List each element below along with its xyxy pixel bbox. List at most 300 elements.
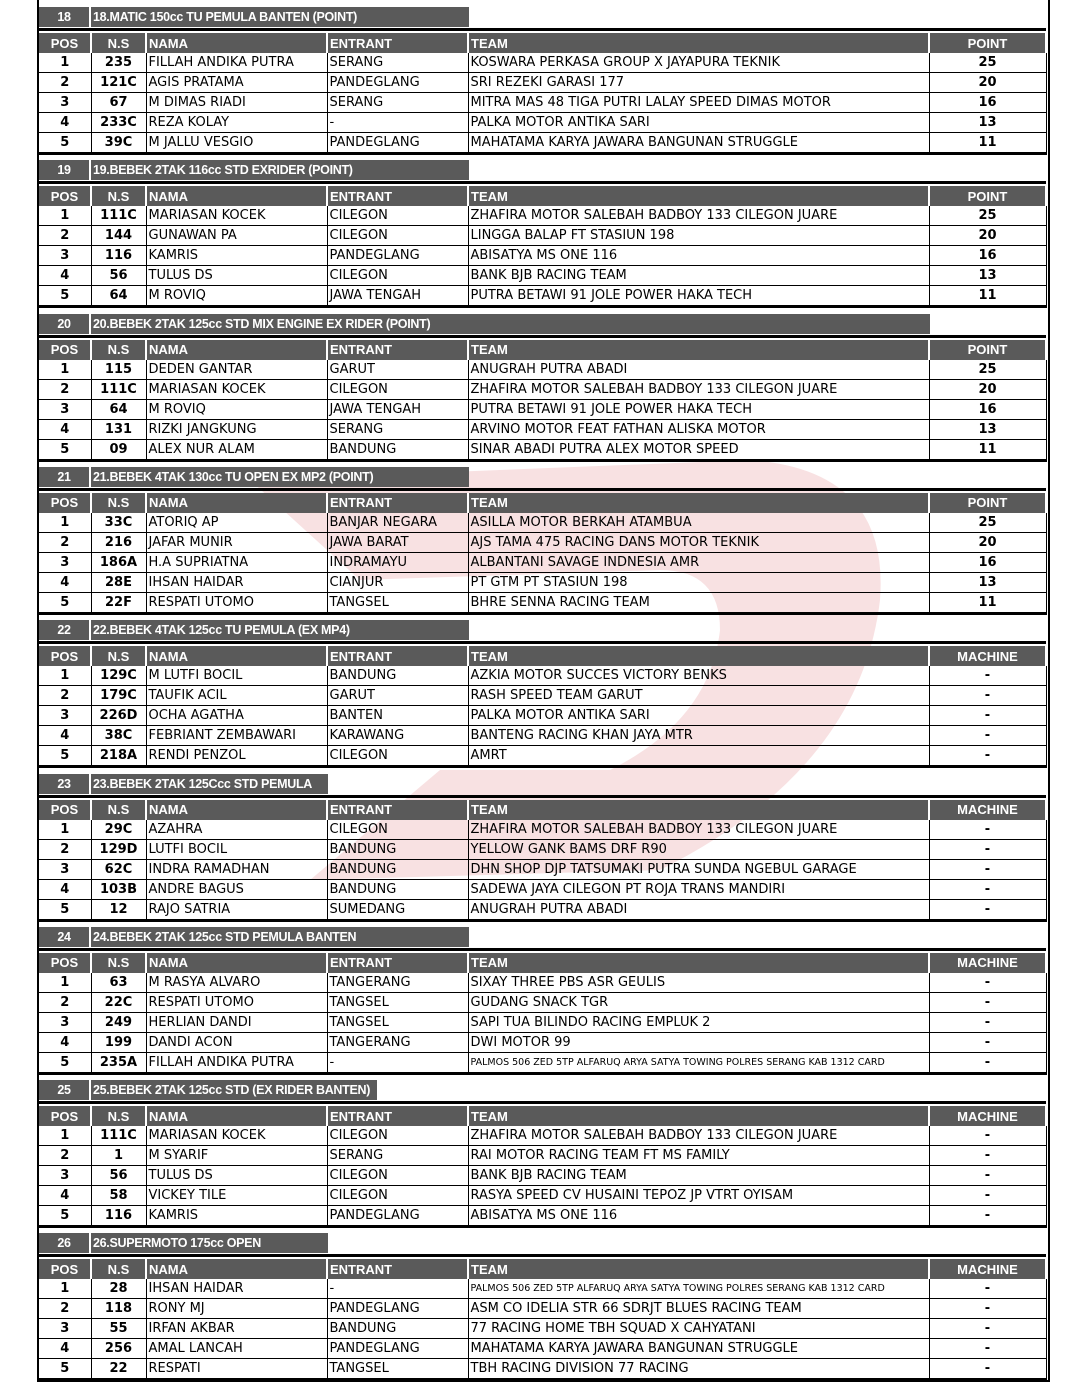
- header-nama: NAMA: [146, 493, 327, 513]
- results-table: [39, 493, 1047, 615]
- table-row: [39, 1052, 1046, 1073]
- cell-team: SINAR ABADI PUTRA ALEX MOTOR SPEED: [468, 439, 929, 460]
- table-row: [39, 973, 1046, 993]
- cell-entrant: BANDUNG: [327, 879, 468, 899]
- cell-pos: 5: [39, 1052, 91, 1073]
- cell-ns: 118: [91, 1299, 146, 1319]
- race-title: 22.BEBEK 4TAK 125cc TU PEMULA (EX MP4): [93, 623, 350, 638]
- race-section: [39, 7, 1046, 153]
- table-row: [39, 246, 1046, 266]
- table-row: [39, 73, 1046, 93]
- cell-point: 20: [929, 379, 1046, 399]
- section-divider: [39, 641, 1046, 644]
- cell-pos: 2: [39, 992, 91, 1012]
- cell-team: 77 RACING HOME TBH SQUAD X CAHYATANI: [468, 1319, 929, 1339]
- cell-entrant: CILEGON: [327, 820, 468, 840]
- cell-entrant: SERANG: [327, 93, 468, 113]
- cell-nama: M ROVIQ: [146, 399, 327, 419]
- results-table: [39, 186, 1047, 308]
- cell-nama: M DIMAS RIADI: [146, 93, 327, 113]
- cell-pos: 1: [39, 206, 91, 226]
- cell-nama: M JALLU VESGIO: [146, 133, 327, 154]
- cell-ns: 111C: [91, 379, 146, 399]
- cell-entrant: -: [327, 1052, 468, 1073]
- race-section: [39, 1233, 1046, 1379]
- results-table: [39, 646, 1047, 768]
- cell-team: PALMOS 506 ZED 5TP ALFARUQ ARYA SATYA TOWING POLRES SERANG KAB 1312 CARD: [468, 1279, 929, 1299]
- results-table: [39, 1259, 1047, 1381]
- header-nama: NAMA: [146, 186, 327, 206]
- cell-ns: 131: [91, 419, 146, 439]
- cell-entrant: SUMEDANG: [327, 899, 468, 920]
- cell-ns: 22F: [91, 592, 146, 613]
- cell-team: YELLOW GANK BAMS DRF R90: [468, 839, 929, 859]
- cell-pos: 3: [39, 1319, 91, 1339]
- section-title-bar: [39, 314, 930, 334]
- cell-team: ARVINO MOTOR FEAT FATHAN ALISKA MOTOR: [468, 419, 929, 439]
- race-number: 22: [39, 620, 91, 640]
- cell-nama: KAMRIS: [146, 246, 327, 266]
- cell-machine: -: [929, 706, 1046, 726]
- cell-ns: 28: [91, 1279, 146, 1299]
- header-nama: NAMA: [146, 953, 327, 973]
- race-section: [39, 1080, 1046, 1226]
- cell-team: ASILLA MOTOR BERKAH ATAMBUA: [468, 513, 929, 533]
- cell-nama: KAMRIS: [146, 1206, 327, 1227]
- header-pos: POS: [39, 186, 91, 206]
- header-pos: POS: [39, 953, 91, 973]
- cell-pos: 4: [39, 419, 91, 439]
- cell-pos: 4: [39, 879, 91, 899]
- header-pos: POS: [39, 800, 91, 820]
- cell-nama: ALEX NUR ALAM: [146, 439, 327, 460]
- cell-ns: 56: [91, 1166, 146, 1186]
- cell-machine: -: [929, 879, 1046, 899]
- race-number: 26: [39, 1233, 91, 1253]
- header-team: TEAM: [468, 1106, 929, 1126]
- cell-ns: 179C: [91, 686, 146, 706]
- table-row: [39, 379, 1046, 399]
- cell-entrant: SERANG: [327, 53, 468, 73]
- cell-machine: -: [929, 1166, 1046, 1186]
- cell-nama: MARIASAN KOCEK: [146, 206, 327, 226]
- cell-team: DWI MOTOR 99: [468, 1032, 929, 1052]
- cell-pos: 3: [39, 552, 91, 572]
- header-pos: POS: [39, 340, 91, 360]
- cell-point: 25: [929, 53, 1046, 73]
- table-row: [39, 879, 1046, 899]
- header-ns: N.S: [91, 33, 146, 53]
- cell-team: ANUGRAH PUTRA ABADI: [468, 899, 929, 920]
- cell-machine: -: [929, 1012, 1046, 1032]
- cell-pos: 3: [39, 1166, 91, 1186]
- cell-pos: 5: [39, 133, 91, 154]
- cell-machine: -: [929, 666, 1046, 686]
- race-title: 26.SUPERMOTO 175cc OPEN: [93, 1236, 261, 1251]
- header-pos: POS: [39, 646, 91, 666]
- cell-pos: 4: [39, 726, 91, 746]
- cell-team: MAHATAMA KARYA JAWARA BANGUNAN STRUGGLE: [468, 1339, 929, 1359]
- cell-ns: 58: [91, 1186, 146, 1206]
- header-machine: MACHINE: [929, 646, 1046, 666]
- cell-nama: FILLAH ANDIKA PUTRA: [146, 1052, 327, 1073]
- table-row: [39, 1339, 1046, 1359]
- cell-point: 13: [929, 113, 1046, 133]
- cell-team: PUTRA BETAWI 91 JOLE POWER HAKA TECH: [468, 399, 929, 419]
- cell-entrant: BANDUNG: [327, 1319, 468, 1339]
- table-row: [39, 746, 1046, 767]
- header-team: TEAM: [468, 186, 929, 206]
- cell-team: RASH SPEED TEAM GARUT: [468, 686, 929, 706]
- table-row: [39, 360, 1046, 380]
- cell-pos: 3: [39, 1012, 91, 1032]
- cell-ns: 218A: [91, 746, 146, 767]
- cell-entrant: PANDEGLANG: [327, 133, 468, 154]
- header-team: TEAM: [468, 340, 929, 360]
- cell-point: 11: [929, 133, 1046, 154]
- cell-pos: 5: [39, 592, 91, 613]
- cell-entrant: INDRAMAYU: [327, 552, 468, 572]
- table-row: [39, 1146, 1046, 1166]
- cell-point: 13: [929, 419, 1046, 439]
- section-title-bar: [39, 620, 469, 640]
- cell-pos: 2: [39, 1299, 91, 1319]
- section-divider: [39, 1101, 1046, 1104]
- cell-point: 20: [929, 73, 1046, 93]
- table-row: [39, 992, 1046, 1012]
- cell-machine: -: [929, 1146, 1046, 1166]
- cell-ns: 144: [91, 226, 146, 246]
- header-entrant: ENTRANT: [327, 646, 468, 666]
- header-ns: N.S: [91, 646, 146, 666]
- cell-entrant: PANDEGLANG: [327, 1339, 468, 1359]
- cell-pos: 2: [39, 686, 91, 706]
- table-row: [39, 1206, 1046, 1227]
- table-row: [39, 1032, 1046, 1052]
- cell-ns: 1: [91, 1146, 146, 1166]
- table-header-row: [39, 1106, 1046, 1126]
- header-entrant: ENTRANT: [327, 186, 468, 206]
- cell-nama: RENDI PENZOL: [146, 746, 327, 767]
- table-row: [39, 93, 1046, 113]
- cell-team: BHRE SENNA RACING TEAM: [468, 592, 929, 613]
- table-header-row: [39, 646, 1046, 666]
- cell-point: 13: [929, 266, 1046, 286]
- race-number: 20: [39, 314, 91, 334]
- cell-pos: 1: [39, 1279, 91, 1299]
- cell-pos: 1: [39, 53, 91, 73]
- table-header-row: [39, 800, 1046, 820]
- race-title: 21.BEBEK 4TAK 130cc TU OPEN EX MP2 (POINT): [93, 469, 374, 484]
- cell-ns: 64: [91, 399, 146, 419]
- table-row: [39, 899, 1046, 920]
- cell-machine: -: [929, 1339, 1046, 1359]
- cell-pos: 4: [39, 113, 91, 133]
- cell-entrant: BANDUNG: [327, 666, 468, 686]
- cell-team: ANUGRAH PUTRA ABADI: [468, 360, 929, 380]
- cell-pos: 3: [39, 246, 91, 266]
- cell-entrant: CILEGON: [327, 746, 468, 767]
- cell-team: RASYA SPEED CV HUSAINI TEPOZ JP VTRT OYISAM: [468, 1186, 929, 1206]
- cell-team: BANK BJB RACING TEAM: [468, 1166, 929, 1186]
- cell-machine: -: [929, 973, 1046, 993]
- cell-team: SIXAY THREE PBS ASR GEULIS: [468, 973, 929, 993]
- cell-team: AMRT: [468, 746, 929, 767]
- header-nama: NAMA: [146, 33, 327, 53]
- cell-entrant: CILEGON: [327, 1166, 468, 1186]
- table-row: [39, 113, 1046, 133]
- cell-team: AZKIA MOTOR SUCCES VICTORY BENKS: [468, 666, 929, 686]
- cell-ns: 103B: [91, 879, 146, 899]
- results-table: [39, 340, 1047, 462]
- cell-nama: MARIASAN KOCEK: [146, 379, 327, 399]
- cell-team: PUTRA BETAWI 91 JOLE POWER HAKA TECH: [468, 286, 929, 307]
- table-row: [39, 1126, 1046, 1146]
- cell-nama: RONY MJ: [146, 1299, 327, 1319]
- section-title-bar: [39, 1080, 377, 1100]
- race-section: [39, 774, 1046, 920]
- section-title-bar: [39, 774, 328, 794]
- cell-pos: 2: [39, 379, 91, 399]
- cell-ns: 39C: [91, 133, 146, 154]
- header-ns: N.S: [91, 1106, 146, 1126]
- header-machine: MACHINE: [929, 800, 1046, 820]
- cell-team: SADEWA JAYA CILEGON PT ROJA TRANS MANDIRI: [468, 879, 929, 899]
- cell-team: MAHATAMA KARYA JAWARA BANGUNAN STRUGGLE: [468, 133, 929, 154]
- cell-machine: -: [929, 1186, 1046, 1206]
- table-row: [39, 1186, 1046, 1206]
- cell-point: 13: [929, 572, 1046, 592]
- header-team: TEAM: [468, 1259, 929, 1279]
- header-entrant: ENTRANT: [327, 493, 468, 513]
- cell-nama: IHSAN HAIDAR: [146, 1279, 327, 1299]
- results-table: [39, 800, 1047, 922]
- race-section: [39, 160, 1046, 306]
- cell-team: KOSWARA PERKASA GROUP X JAYAPURA TEKNIK: [468, 53, 929, 73]
- cell-ns: 29C: [91, 820, 146, 840]
- table-row: [39, 419, 1046, 439]
- cell-nama: LUTFI BOCIL: [146, 839, 327, 859]
- cell-pos: 4: [39, 266, 91, 286]
- cell-ns: 111C: [91, 1126, 146, 1146]
- header-entrant: ENTRANT: [327, 800, 468, 820]
- table-header-row: [39, 186, 1046, 206]
- cell-entrant: TANGERANG: [327, 1032, 468, 1052]
- table-row: [39, 1012, 1046, 1032]
- header-team: TEAM: [468, 33, 929, 53]
- cell-entrant: BANDUNG: [327, 859, 468, 879]
- cell-pos: 5: [39, 439, 91, 460]
- cell-point: 20: [929, 532, 1046, 552]
- cell-pos: 3: [39, 399, 91, 419]
- cell-pos: 4: [39, 572, 91, 592]
- table-header-row: [39, 1259, 1046, 1279]
- header-entrant: ENTRANT: [327, 953, 468, 973]
- cell-entrant: SERANG: [327, 419, 468, 439]
- cell-team: GUDANG SNACK TGR: [468, 992, 929, 1012]
- cell-machine: -: [929, 1359, 1046, 1380]
- cell-team: MITRA MAS 48 TIGA PUTRI LALAY SPEED DIMAS MOTOR: [468, 93, 929, 113]
- cell-team: TBH RACING DIVISION 77 RACING: [468, 1359, 929, 1380]
- cell-pos: 1: [39, 820, 91, 840]
- section-title-bar: [39, 7, 469, 27]
- race-number: 23: [39, 774, 91, 794]
- header-team: TEAM: [468, 493, 929, 513]
- cell-ns: 62C: [91, 859, 146, 879]
- header-ns: N.S: [91, 186, 146, 206]
- cell-point: 25: [929, 513, 1046, 533]
- cell-entrant: BANDUNG: [327, 439, 468, 460]
- cell-ns: 67: [91, 93, 146, 113]
- header-point: POINT: [929, 340, 1046, 360]
- cell-pos: 5: [39, 1359, 91, 1380]
- cell-point: 16: [929, 399, 1046, 419]
- table-row: [39, 286, 1046, 307]
- cell-ns: 09: [91, 439, 146, 460]
- table-row: [39, 666, 1046, 686]
- header-nama: NAMA: [146, 646, 327, 666]
- cell-nama: H.A SUPRIATNA: [146, 552, 327, 572]
- cell-team: BANK BJB RACING TEAM: [468, 266, 929, 286]
- header-ns: N.S: [91, 953, 146, 973]
- cell-nama: HERLIAN DANDI: [146, 1012, 327, 1032]
- cell-machine: -: [929, 992, 1046, 1012]
- cell-team: RAI MOTOR RACING TEAM FT MS FAMILY: [468, 1146, 929, 1166]
- cell-team: ZHAFIRA MOTOR SALEBAH BADBOY 133 CILEGON JUARE: [468, 820, 929, 840]
- cell-team: ZHAFIRA MOTOR SALEBAH BADBOY 133 CILEGON JUARE: [468, 1126, 929, 1146]
- cell-nama: M RASYA ALVARO: [146, 973, 327, 993]
- section-title-bar: [39, 927, 469, 947]
- race-title: 25.BEBEK 2TAK 125cc STD (EX RIDER BANTEN): [93, 1083, 371, 1098]
- cell-team: PALKA MOTOR ANTIKA SARI: [468, 706, 929, 726]
- cell-machine: -: [929, 726, 1046, 746]
- cell-machine: -: [929, 1052, 1046, 1073]
- section-title-bar: [39, 467, 469, 487]
- header-entrant: ENTRANT: [327, 1106, 468, 1126]
- cell-entrant: -: [327, 113, 468, 133]
- race-number: 21: [39, 467, 91, 487]
- cell-pos: 5: [39, 899, 91, 920]
- header-point: POINT: [929, 493, 1046, 513]
- cell-nama: VICKEY TILE: [146, 1186, 327, 1206]
- cell-team: ABISATYA MS ONE 116: [468, 1206, 929, 1227]
- cell-pos: 2: [39, 226, 91, 246]
- race-section: [39, 314, 1046, 460]
- table-row: [39, 439, 1046, 460]
- header-nama: NAMA: [146, 1106, 327, 1126]
- cell-nama: RAJO SATRIA: [146, 899, 327, 920]
- cell-machine: -: [929, 686, 1046, 706]
- cell-nama: TULUS DS: [146, 1166, 327, 1186]
- race-title: 18.MATIC 150cc TU PEMULA BANTEN (POINT): [93, 10, 358, 24]
- table-row: [39, 839, 1046, 859]
- table-row: [39, 726, 1046, 746]
- cell-team: ALBANTANI SAVAGE INDNESIA AMR: [468, 552, 929, 572]
- section-title-bar: [39, 160, 469, 180]
- cell-entrant: GARUT: [327, 360, 468, 380]
- table-header-row: [39, 953, 1046, 973]
- cell-point: 11: [929, 286, 1046, 307]
- cell-team: SAPI TUA BILINDO RACING EMPLUK 2: [468, 1012, 929, 1032]
- cell-entrant: JAWA TENGAH: [327, 399, 468, 419]
- table-row: [39, 572, 1046, 592]
- cell-pos: 1: [39, 666, 91, 686]
- cell-entrant: GARUT: [327, 686, 468, 706]
- cell-ns: 12: [91, 899, 146, 920]
- cell-entrant: PANDEGLANG: [327, 1206, 468, 1227]
- section-divider: [39, 1254, 1046, 1257]
- cell-entrant: KARAWANG: [327, 726, 468, 746]
- cell-ns: 199: [91, 1032, 146, 1052]
- table-row: [39, 513, 1046, 533]
- cell-point: 20: [929, 226, 1046, 246]
- cell-machine: -: [929, 1319, 1046, 1339]
- cell-entrant: -: [327, 1279, 468, 1299]
- race-title: 23.BEBEK 2TAK 125Ccc STD PEMULA: [93, 776, 313, 791]
- header-team: TEAM: [468, 953, 929, 973]
- table-header-row: [39, 33, 1046, 53]
- cell-nama: REZA KOLAY: [146, 113, 327, 133]
- cell-machine: -: [929, 820, 1046, 840]
- cell-pos: 5: [39, 286, 91, 307]
- cell-nama: OCHA AGATHA: [146, 706, 327, 726]
- cell-nama: M ROVIQ: [146, 286, 327, 307]
- cell-nama: MARIASAN KOCEK: [146, 1126, 327, 1146]
- cell-pos: 2: [39, 839, 91, 859]
- cell-team: LINGGA BALAP FT STASIUN 198: [468, 226, 929, 246]
- cell-pos: 3: [39, 93, 91, 113]
- cell-ns: 28E: [91, 572, 146, 592]
- cell-nama: M LUTFI BOCIL: [146, 666, 327, 686]
- cell-nama: JAFAR MUNIR: [146, 532, 327, 552]
- cell-entrant: TANGSEL: [327, 592, 468, 613]
- cell-nama: TULUS DS: [146, 266, 327, 286]
- header-machine: MACHINE: [929, 1259, 1046, 1279]
- cell-ns: 116: [91, 1206, 146, 1227]
- header-point: POINT: [929, 33, 1046, 53]
- cell-pos: 3: [39, 706, 91, 726]
- cell-machine: -: [929, 899, 1046, 920]
- cell-nama: FEBRIANT ZEMBAWARI: [146, 726, 327, 746]
- cell-point: 11: [929, 439, 1046, 460]
- race-number: 25: [39, 1080, 91, 1100]
- cell-pos: 5: [39, 1206, 91, 1227]
- header-pos: POS: [39, 1106, 91, 1126]
- header-machine: MACHINE: [929, 1106, 1046, 1126]
- header-ns: N.S: [91, 1259, 146, 1279]
- cell-team: DHN SHOP DJP TATSUMAKI PUTRA SUNDA NGEBUL GARAGE: [468, 859, 929, 879]
- table-row: [39, 706, 1046, 726]
- cell-nama: INDRA RAMADHAN: [146, 859, 327, 879]
- cell-entrant: PANDEGLANG: [327, 1299, 468, 1319]
- cell-nama: TAUFIK ACIL: [146, 686, 327, 706]
- cell-nama: DANDI ACON: [146, 1032, 327, 1052]
- table-row: [39, 552, 1046, 572]
- table-row: [39, 53, 1046, 73]
- cell-ns: 129D: [91, 839, 146, 859]
- table-row: [39, 1319, 1046, 1339]
- cell-nama: AGIS PRATAMA: [146, 73, 327, 93]
- cell-nama: ATORIQ AP: [146, 513, 327, 533]
- header-entrant: ENTRANT: [327, 340, 468, 360]
- cell-machine: -: [929, 1206, 1046, 1227]
- table-header-row: [39, 340, 1046, 360]
- cell-ns: 115: [91, 360, 146, 380]
- cell-entrant: SERANG: [327, 1146, 468, 1166]
- cell-entrant: CILEGON: [327, 226, 468, 246]
- cell-point: 16: [929, 93, 1046, 113]
- cell-entrant: JAWA TENGAH: [327, 286, 468, 307]
